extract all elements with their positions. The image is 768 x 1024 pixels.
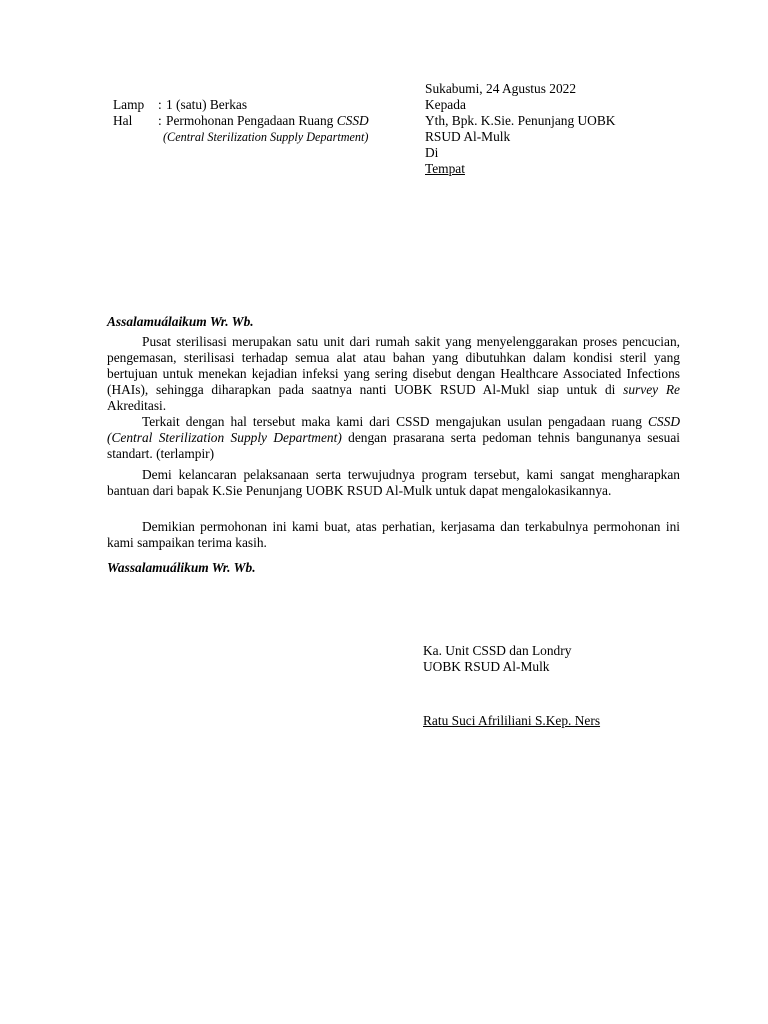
- paragraph-3-text: Demi kelancaran pelaksanaan serta terwujudnya program tersebut, kami sangat mengharapkan bantuan dari bapak K.Sie Penunjang UOBK RSUD Al-Mulk untuk dapat mengalokasikannya.: [107, 467, 680, 498]
- hal-value: [166, 113, 369, 129]
- recipient-line-1: Yth, Bpk. K.Sie. Penunjang UOBK: [425, 113, 616, 128]
- recipient-line-2: RSUD Al-Mulk: [425, 129, 511, 144]
- paragraph-4-text: Demikian permohonan ini kami buat, atas perhatian, kerjasama dan terkabulnya permohonan ini kami sampaikan terima kasih.: [107, 519, 680, 550]
- signer-position-2: UOBK RSUD Al-Mulk: [423, 659, 550, 674]
- lamp-value: 1 (satu) Berkas: [166, 97, 248, 112]
- paragraph-2-text: Terkait dengan hal tersebut maka kami dari CSSD mengajukan usulan pengadaan ruang: [142, 414, 648, 429]
- paragraph-1-end: Akreditasi.: [107, 398, 167, 413]
- at-label: Di: [425, 145, 439, 160]
- paragraph-4: [107, 519, 680, 551]
- greeting: Assalamuálaikum Wr. Wb.: [107, 314, 254, 329]
- hal-colon: :: [158, 113, 162, 128]
- signer-name: Ratu Suci Afrililiani S.Kep. Ners: [423, 713, 601, 728]
- paragraph-2-italic: CSSD (Central Sterilization Supply Department): [107, 414, 680, 445]
- recipient-block: [425, 81, 615, 177]
- hal-value-text: Permohonan Pengadaan Ruang: [166, 113, 337, 128]
- paragraph-3: [107, 467, 680, 499]
- lamp-colon: :: [158, 97, 162, 112]
- hal-label: Hal: [113, 113, 133, 128]
- hal-subtitle: (Central Sterilization Supply Department): [163, 130, 369, 144]
- hal-value-italic: CSSD: [336, 113, 369, 128]
- signature-block: [423, 643, 571, 675]
- place-date: Sukabumi, 24 Agustus 2022: [425, 81, 577, 96]
- paragraph-2-end: dengan prasarana serta pedoman tehnis bangunanya sesuai standart. (terlampir): [107, 430, 680, 461]
- place: Tempat: [425, 161, 465, 176]
- paragraph-1: [107, 334, 680, 414]
- to-label: Kepada: [425, 97, 466, 112]
- lamp-label: Lamp: [113, 97, 145, 112]
- paragraph-2: [107, 414, 680, 462]
- paragraph-1-italic: survey Re: [623, 382, 680, 397]
- signer-position-1: Ka. Unit CSSD dan Londry: [423, 643, 572, 658]
- closing: Wassalamuálikum Wr. Wb.: [107, 560, 256, 575]
- paragraph-1-text: Pusat sterilisasi merupakan satu unit dari rumah sakit yang menyelenggarakan proses pencucian, pengemasan, sterilisasi terhadap semua alat atau bahan yang dibutuhkan dalam kondisi steril yang bertujuan untuk menekan kejadian infeksi yang sering disebut dengan Healthcare Associated Infections (HAIs), sehingga diharapkan pada saatnya nanti UOBK RSUD Al-Mukl siap untuk di: [107, 334, 680, 397]
